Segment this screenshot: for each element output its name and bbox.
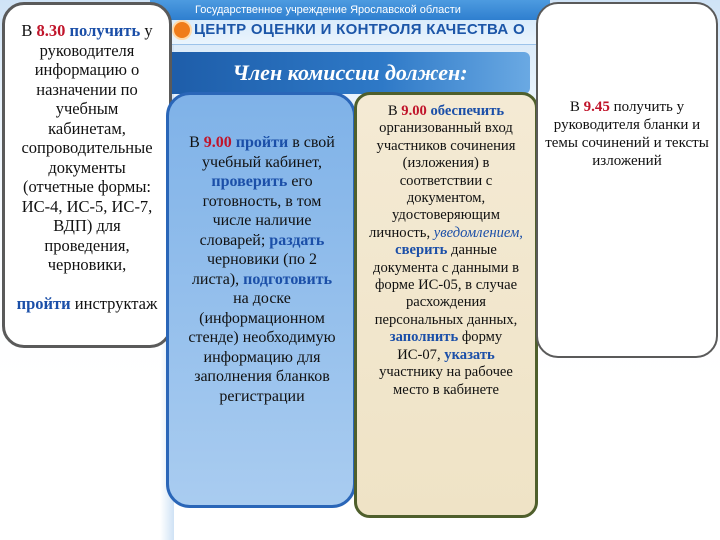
- step-action: заполнить: [389, 329, 459, 346]
- step-time: 8.30: [36, 21, 66, 40]
- step-text: на доске (информационном стенде) необходимую информацию для заполнения бланков регистрации: [188, 290, 336, 405]
- step-action: получить: [69, 21, 141, 40]
- step-action: пройти: [235, 134, 289, 151]
- step-text: участнику на рабочее место в кабинете: [379, 364, 513, 398]
- organization-line: Государственное учреждение Ярославской области: [195, 4, 461, 16]
- step-text: черновики (по 2 листа),: [191, 251, 318, 288]
- banner-title: ЦЕНТР ОЦЕНКИ И КОНТРОЛЯ КАЧЕСТВА О: [194, 21, 526, 38]
- step-text: В: [569, 99, 584, 115]
- step-text: данные документа с данными в форме ИС-05, в случае расхождения персональных данных,: [373, 242, 519, 328]
- step-text: В: [189, 134, 204, 151]
- step-action: обеспечить: [430, 103, 505, 119]
- step-action: сверить: [395, 242, 448, 259]
- step-text: организованный вход участников сочинения (изложения) в соответствии с документом, удостоверяющим личность,: [369, 120, 516, 241]
- step-text: форму ИС-07,: [397, 329, 503, 363]
- step-box-900-entry: [354, 92, 538, 518]
- step-action: раздать: [269, 231, 325, 249]
- step-text: в свой учебный кабинет,: [202, 134, 335, 171]
- step-text: у руководителя информацию о назначении по учебным кабинетам, сопроводительные документы (отчетные формы: ИС-4, ИС-5, ИС-7, ВДП) для проведения, черновики,: [21, 21, 153, 274]
- step-action: проверить: [211, 173, 288, 190]
- step-box-830: [2, 2, 172, 348]
- step-text: его готовность, в том числе наличие словарей;: [199, 173, 322, 249]
- step-box-900-classroom: [166, 92, 356, 508]
- step-note: уведомлением,: [433, 224, 523, 241]
- step-action: пройти: [16, 294, 71, 313]
- step-text: инструктаж: [70, 294, 158, 313]
- step-time: 9.00: [401, 103, 427, 119]
- logo-icon: [172, 20, 192, 40]
- step-box-945: [536, 2, 718, 358]
- step-time: 9.00: [203, 134, 232, 151]
- step-action: подготовить: [243, 270, 333, 288]
- page-title: Член комиссии должен:: [232, 60, 468, 85]
- step-time: 9.45: [583, 99, 610, 115]
- step-text: получить у руководителя бланки и темы сочинений и тексты изложений: [545, 99, 709, 169]
- step-text: В: [387, 103, 402, 119]
- step-text: В: [21, 21, 37, 40]
- step-action: указать: [444, 346, 495, 363]
